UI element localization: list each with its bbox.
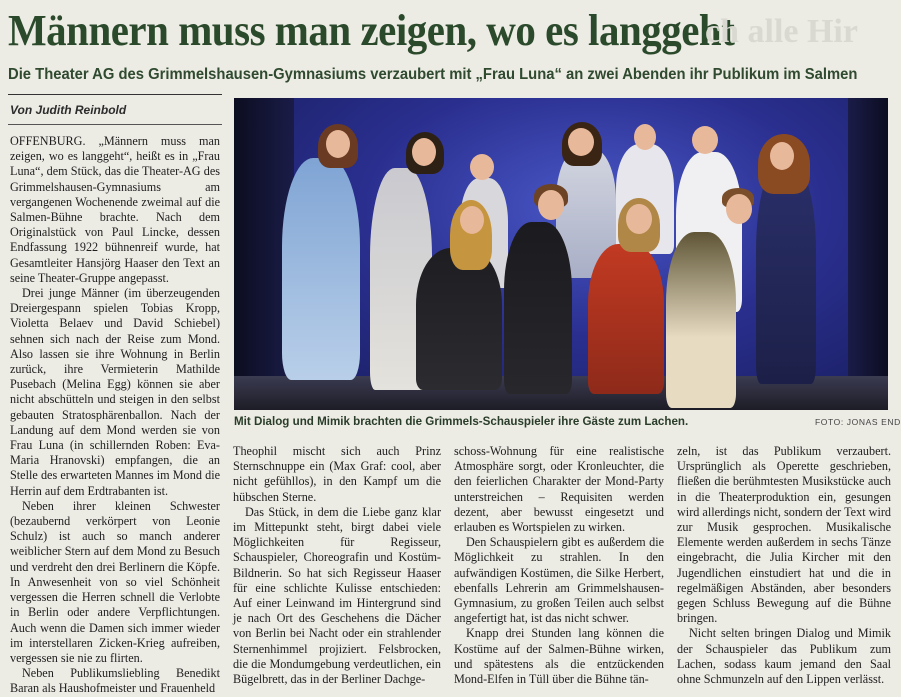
paragraph: Theophil mischt sich auch Prinz Sternschnuppe ein (Max Graf: cool, aber nicht gefühllos), in den Kampf um die hübschen Sterne. bbox=[233, 444, 441, 504]
performer-head bbox=[692, 126, 718, 154]
performer-head bbox=[412, 138, 436, 166]
divider-rule bbox=[8, 94, 222, 95]
article-column-2 bbox=[233, 444, 441, 687]
photo-credit: FOTO: JONAS END bbox=[815, 417, 901, 427]
paragraph: zeln, ist das Publikum verzaubert. Ursprünglich als Operette geschrieben, fließen die berühmtesten Musikstücke auch in die Theaterproduktion ein, gesungen wird allerdings nicht, sondern der Text wird zur Musik gesprochen. Musikalische Elemente werden außerdem in sechs Tänze eingebracht, die Julia Kircher mit den Jugendlichen einstudiert hat und die in regelmäßigen Abständen, aber besonders gegen Schluss Bewegung auf die Bühne bringen. bbox=[677, 444, 891, 626]
headline: Männern muss man zeigen, wo es langgeht bbox=[8, 6, 735, 55]
stage-photo bbox=[234, 98, 888, 410]
performer-head bbox=[726, 194, 752, 224]
performer-head bbox=[470, 154, 494, 180]
paragraph: Das Stück, in dem die Liebe ganz klar im Mittepunkt steht, birgt dabei viele Möglichkeiten für Regisseur, Schauspieler, Choreografin und Kostüm-Bildnerin. So hat sich Regisseur Haaser für eine schlichte Kulisse entschieden: Auf einer Leinwand im Hintergrund sind je nach Ort des Geschehens die Dächer von Berlin bei Nacht oder ein strahlender Sternenhimmel projiziert. Felsbrocken, die die Mondumgebung verdeutlichen, ein Bügelbrett, das in der Berliner Dachge- bbox=[233, 504, 441, 687]
photo-caption: Mit Dialog und Mimik brachten die Grimmels-Schauspieler ihre Gäste zum Lachen. bbox=[234, 415, 689, 428]
paragraph: Neben ihrer kleinen Schwester (bezaubernd verkörpert von Leonie Schulz) ist auch so manch anderer weiblicher Stern auf dem Mond zu Besuch und verdreht den drei Berlinern die Köpfe. In Anwesenheit von so viel Schönheit vergessen die Herren schnell die Verlobte in Berlin oder andere Verpflichtungen. Auch wenn die Damen sich immer wieder im interstellaren Zicken-Krieg aufreiben, vergessen sie nie zu flirten. bbox=[10, 498, 220, 665]
performer-figure bbox=[504, 222, 572, 394]
adjacent-article-ghost-text: ch alle Hir bbox=[705, 13, 858, 50]
byline: Von Judith Reinbold bbox=[10, 103, 127, 117]
paragraph: Knapp drei Stunden lang können die Kostüme auf der Salmen-Bühne wirken, und spätestens als die entzückenden Mond-Elfen in Tüll über die Bühne tän- bbox=[454, 626, 664, 687]
paragraph: OFFENBURG. „Männern muss man zeigen, wo es langgeht“, heißt es in „Frau Luna“, dem Stück, das die Theater-AG des Grimmelshausen-Gymnasiums am vergangenen Wochenende zweimal auf die Salmen-Bühne brachte. Nach dem Originalstück von Paul Lincke, dessen Endfassung 1922 bühnenreif wurde, hat Gesamtleiter Hansjörg Haaser den Text an seine Theater-Gruppe angepasst. bbox=[10, 134, 220, 285]
performer-head bbox=[634, 124, 656, 150]
performer-figure bbox=[282, 158, 360, 380]
paragraph: Neben Publikumsliebling Benedikt Baran als Haushofmeister und Frauenheld bbox=[10, 666, 220, 696]
performer-head bbox=[626, 204, 652, 234]
paragraph: schoss-Wohnung für eine realistische Atmosphäre sorgt, oder Kronleuchter, die den feierlichen Charakter der Mond-Party unterstreichen – Requisiten werden dezent, aber bewusst eingesetzt und erlauben es Wortspielen zu wirken. bbox=[454, 444, 664, 535]
performer-head bbox=[770, 142, 794, 170]
performer-head bbox=[326, 130, 350, 158]
article-column-3 bbox=[454, 444, 664, 687]
performer-figure bbox=[666, 232, 736, 408]
article-column-4 bbox=[677, 444, 891, 687]
subheadline: Die Theater AG des Grimmelshausen-Gymnasiums verzaubert mit „Frau Luna“ an zwei Abenden ihr Publikum im Salmen bbox=[8, 66, 858, 83]
paragraph: Den Schauspielern gibt es außerdem die Möglichkeit zu strahlen. In den aufwändigen Kostümen, die Silke Herbert, ebenfalls Lehrerin am Grimmelshausen-Gymnasium, zu großen Teilen auch selbst angefertigt hat, ist das nicht schwer. bbox=[454, 535, 664, 626]
stage-curtain-right bbox=[848, 98, 888, 410]
paragraph: Drei junge Männer (im überzeugenden Dreiergespann spielen Tobias Kropp, Violetta Belaev und David Schiebel) sehnen sich nach der Reise zum Mond. Also lassen sie ihre Wohnung in Berlin zurück, ihre Vermieterin Mathilde Pusebach (Melina Egg) können sie aber nicht abschütteln und steigen in den selbst gebauten Stratosphärenballon. Nach der Landung auf dem Mond werden sie von Frau Luna (in schillernden Roben: Eva-Maria Hranovski) empfangen, die an Stelle des erwarteten Mannes im Mond die Herrin auf dem Erdtrabanten ist. bbox=[10, 286, 220, 498]
performer-head bbox=[538, 190, 564, 220]
article-column-1 bbox=[10, 134, 220, 696]
divider-rule bbox=[8, 124, 222, 125]
performer-head bbox=[568, 128, 594, 156]
performer-figure bbox=[588, 244, 664, 394]
performer-figure bbox=[756, 162, 816, 384]
performer-head bbox=[460, 206, 484, 234]
paragraph: Nicht selten bringen Dialog und Mimik der Schauspieler das Publikum zum Lachen, sodass kaum jemand den Saal ohne Schmunzeln auf den Lippen verlässt. bbox=[677, 626, 891, 687]
